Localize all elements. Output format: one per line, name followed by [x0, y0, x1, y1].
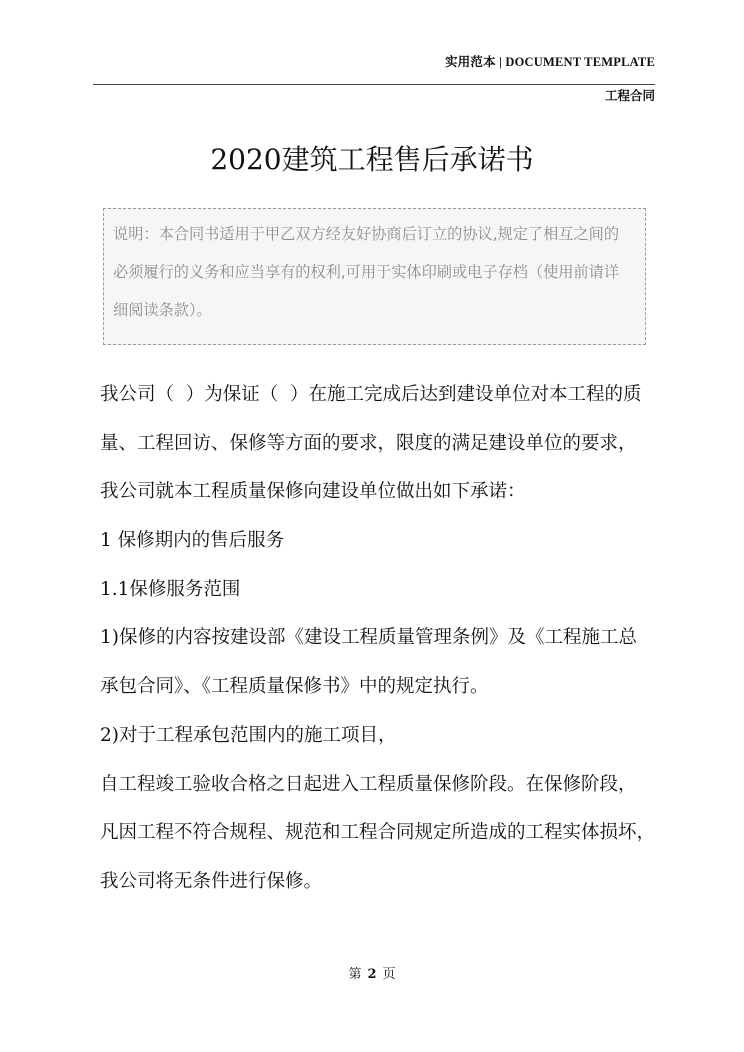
page-footer [0, 965, 744, 985]
footer-suffix: 页 [382, 967, 396, 982]
subsection-heading: 1.1保修服务范围 [100, 578, 241, 600]
header-divider [93, 84, 655, 85]
body-line: 我公司（ ）为保证（ ）在施工完成后达到建设单位对本工程的质 [100, 384, 642, 405]
body-line: 我公司将无条件进行保修。 [100, 870, 323, 892]
body-text [100, 371, 660, 907]
body-line: 量、工程回访、保修等方面的要求，限度的满足建设单位的要求， [100, 432, 637, 454]
page-number: 2 [367, 967, 377, 982]
document-title: 2020建筑工程售后承诺书 [210, 143, 534, 176]
body-line: 2)对于工程承包范围内的施工项目， [100, 724, 397, 746]
body-line: 1)保修的内容按建设部《建设工程质量管理条例》及《工程施工总 [100, 627, 637, 649]
footer-prefix: 第 [348, 967, 362, 982]
body-line: 承包合同》、《工程质量保修书》中的规定执行。 [100, 676, 489, 698]
note-box [103, 208, 646, 345]
body-line: 自工程竣工验收合格之日起进入工程质量保修阶段。在保修阶段， [100, 773, 637, 795]
note-line: 说明：本合同书适用于甲乙双方经友好协商后订立的协议,规定了相互之间的 [113, 225, 620, 243]
header-brand-line: 实用范本 | DOCUMENT TEMPLATE [444, 55, 655, 69]
body-line: 凡因工程不符合规程、规范和工程合同规定所造成的工程实体损坏， [100, 822, 656, 844]
section-heading: 1 保修期内的售后服务 [100, 530, 285, 552]
note-line: 细阅读条款）。 [113, 301, 212, 319]
body-line: 我公司就本工程质量保修向建设单位做出如下承诺： [100, 481, 526, 503]
header-category: 工程合同 [604, 89, 655, 103]
note-line: 必须履行的义务和应当享有的权利,可用于实体印刷或电子存档（使用前请详 [113, 263, 620, 281]
